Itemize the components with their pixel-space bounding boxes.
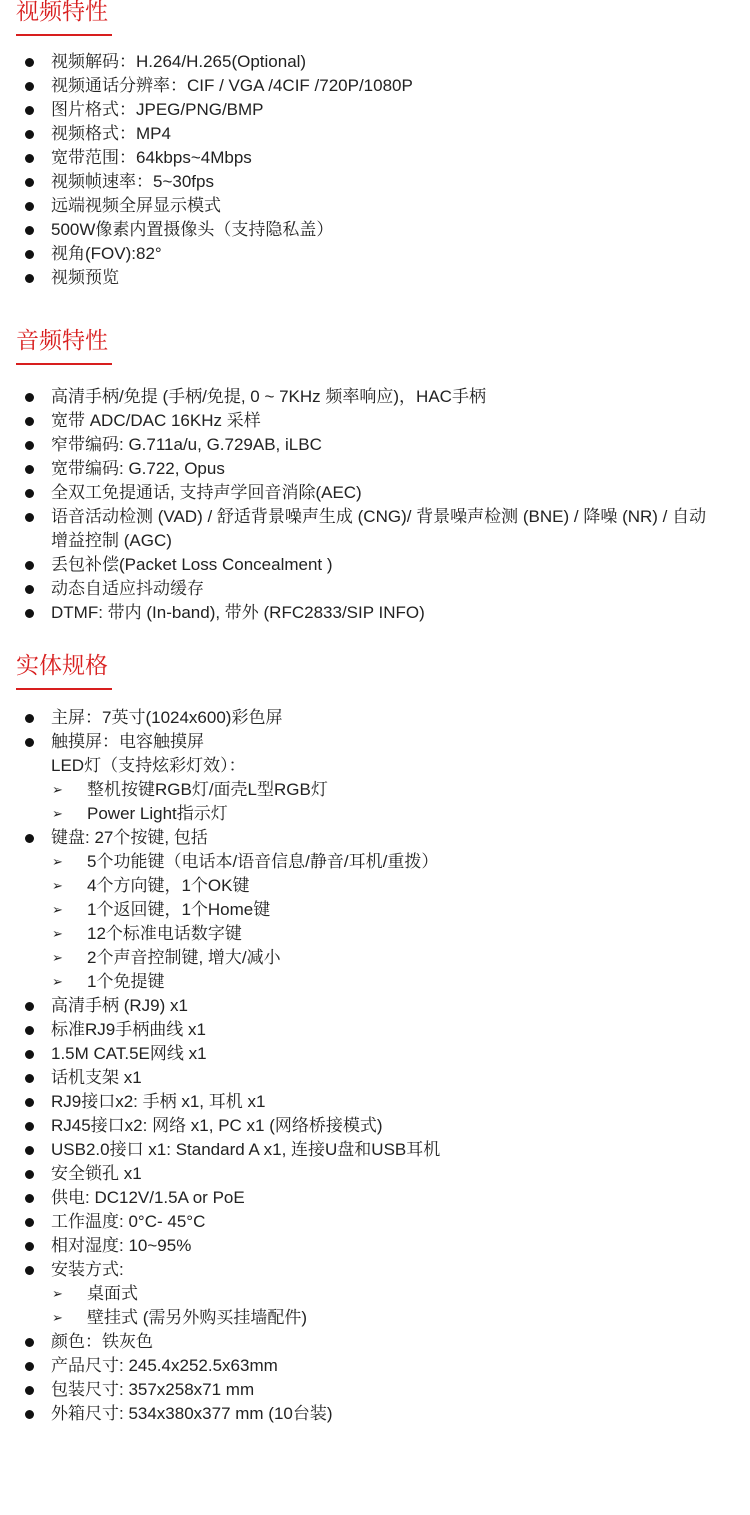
list-item: 颜色：铁灰色 [0, 1330, 750, 1354]
section-title: 音频特性 [16, 328, 108, 354]
list-item: 话机支架 x1 [0, 1066, 750, 1090]
list-item: 动态自适应抖动缓存 [0, 577, 750, 601]
title-underline [16, 363, 112, 365]
list-item: 包装尺寸: 357x258x71 mm [0, 1378, 750, 1402]
bullet-icon [25, 714, 34, 723]
bullet-icon [25, 465, 34, 474]
sub-list-item: ➢ Power Light指示灯 [0, 802, 750, 826]
list-item: 视频格式：MP4 [0, 122, 750, 146]
list-item: 视频解码：H.264/H.265(Optional) [0, 50, 750, 74]
list-item: 窄带编码: G.711a/u, G.729AB, iLBC [0, 433, 750, 457]
list-item: 500W像素内置摄像头（支持隐私盖） [0, 218, 750, 242]
bullet-icon [25, 130, 34, 139]
list-item: 语音活动检测 (VAD) / 舒适背景噪声生成 (CNG)/ 背景噪声检测 (BNE) / 降噪 (NR) / 自动增益控制 (AGC) [0, 505, 750, 553]
section-title: 实体规格 [16, 653, 108, 679]
arrowhead-bullet-icon: ➢ [52, 974, 63, 989]
bullet-icon [25, 202, 34, 211]
list-item: 图片格式：JPEG/PNG/BMP [0, 98, 750, 122]
bullet-icon [25, 1170, 34, 1179]
bullet-icon [25, 1074, 34, 1083]
arrowhead-bullet-icon: ➢ [52, 806, 63, 821]
list-item: 安装方式: [0, 1258, 750, 1282]
bullet-icon [25, 1050, 34, 1059]
bullet-icon [25, 178, 34, 187]
bullet-icon [25, 1218, 34, 1227]
list-item: 1.5M CAT.5E网线 x1 [0, 1042, 750, 1066]
bullet-icon [25, 1194, 34, 1203]
bullet-icon [25, 585, 34, 594]
list-item: 供电: DC12V/1.5A or PoE [0, 1186, 750, 1210]
list-item: 宽带编码: G.722, Opus [0, 457, 750, 481]
sub-list-item: ➢ 4个方向键，1个OK键 [0, 874, 750, 898]
sub-list-item: ➢ 1个返回键，1个Home键 [0, 898, 750, 922]
list-item: 视角(FOV):82° [0, 242, 750, 266]
list-item: RJ45接口x2: 网络 x1, PC x1 (网络桥接模式) [0, 1114, 750, 1138]
list-item: 产品尺寸: 245.4x252.5x63mm [0, 1354, 750, 1378]
list-item: 丢包补偿(Packet Loss Concealment ) [0, 553, 750, 577]
bullet-icon [25, 1386, 34, 1395]
arrowhead-bullet-icon: ➢ [52, 950, 63, 965]
list-item: 视频预览 [0, 266, 750, 290]
bullet-icon [25, 738, 34, 747]
audio-features-list [0, 385, 750, 625]
bullet-icon [25, 226, 34, 235]
list-item: 视频帧速率：5~30fps [0, 170, 750, 194]
list-item: 标准RJ9手柄曲线 x1 [0, 1018, 750, 1042]
list-item: 宽带 ADC/DAC 16KHz 采样 [0, 409, 750, 433]
list-item: 相对湿度: 10~95% [0, 1234, 750, 1258]
bullet-icon [25, 154, 34, 163]
bullet-icon [25, 1002, 34, 1011]
bullet-icon [25, 1026, 34, 1035]
list-item: 高清手柄 (RJ9) x1 [0, 994, 750, 1018]
list-item: 安全锁孔 x1 [0, 1162, 750, 1186]
arrowhead-bullet-icon: ➢ [52, 782, 63, 797]
bullet-icon [25, 1362, 34, 1371]
bullet-icon [25, 250, 34, 259]
sub-list-item: ➢ 12个标准电话数字键 [0, 922, 750, 946]
bullet-icon [25, 489, 34, 498]
list-item: RJ9接口x2: 手柄 x1, 耳机 x1 [0, 1090, 750, 1114]
title-underline [16, 34, 112, 36]
sub-list-item: ➢ 壁挂式 (需另外购买挂墙配件) [0, 1306, 750, 1330]
arrowhead-bullet-icon: ➢ [52, 926, 63, 941]
bullet-icon [25, 1266, 34, 1275]
list-item: 视频通话分辨率：CIF / VGA /4CIF /720P/1080P [0, 74, 750, 98]
bullet-icon [25, 393, 34, 402]
list-item: 触摸屏：电容触摸屏 [0, 730, 750, 754]
title-underline [16, 688, 112, 690]
arrowhead-bullet-icon: ➢ [52, 1310, 63, 1325]
sub-list-item: ➢ 2个声音控制键, 增大/减小 [0, 946, 750, 970]
list-item: 高清手柄/免提 (手柄/免提, 0 ~ 7KHz 频率响应)，HAC手柄 [0, 385, 750, 409]
bullet-icon [25, 1122, 34, 1131]
bullet-icon [25, 1410, 34, 1419]
sub-list-item: ➢ 整机按键RGB灯/面壳L型RGB灯 [0, 778, 750, 802]
bullet-icon [25, 834, 34, 843]
bullet-icon [25, 561, 34, 570]
sub-list-item: ➢ 桌面式 [0, 1282, 750, 1306]
sub-list-item: ➢ 5个功能键（电话本/语音信息/静音/耳机/重拨） [0, 850, 750, 874]
bullet-icon [25, 58, 34, 67]
bullet-icon [25, 1146, 34, 1155]
list-item: 主屏：7英寸(1024x600)彩色屏 [0, 706, 750, 730]
bullet-icon [25, 82, 34, 91]
bullet-icon [25, 106, 34, 115]
arrowhead-bullet-icon: ➢ [52, 854, 63, 869]
list-item: 全双工免提通话, 支持声学回音消除(AEC) [0, 481, 750, 505]
list-item: DTMF: 带内 (In-band), 带外 (RFC2833/SIP INFO) [0, 601, 750, 625]
bullet-icon [25, 1338, 34, 1347]
bullet-icon [25, 441, 34, 450]
bullet-icon [25, 417, 34, 426]
section-title: 视频特性 [16, 0, 108, 25]
list-item: 宽带范围：64kbps~4Mbps [0, 146, 750, 170]
arrowhead-bullet-icon: ➢ [52, 902, 63, 917]
video-features-list [0, 50, 750, 290]
bullet-icon [25, 1098, 34, 1107]
list-item: 工作温度: 0°C- 45°C [0, 1210, 750, 1234]
bullet-icon [25, 274, 34, 283]
list-item: 外箱尺寸: 534x380x377 mm (10台装) [0, 1402, 750, 1426]
list-item: 远端视频全屏显示模式 [0, 194, 750, 218]
bullet-icon [25, 1242, 34, 1251]
bullet-icon [25, 609, 34, 618]
arrowhead-bullet-icon: ➢ [52, 878, 63, 893]
physical-specs-list [0, 706, 750, 1426]
arrowhead-bullet-icon: ➢ [52, 1286, 63, 1301]
sub-list-item: ➢ 1个免提键 [0, 970, 750, 994]
list-item: USB2.0接口 x1: Standard A x1, 连接U盘和USB耳机 [0, 1138, 750, 1162]
bullet-icon [25, 513, 34, 522]
list-item-continuation: LED灯（支持炫彩灯效）： [51, 756, 246, 775]
list-item: 键盘: 27个按键, 包括 [0, 826, 750, 850]
